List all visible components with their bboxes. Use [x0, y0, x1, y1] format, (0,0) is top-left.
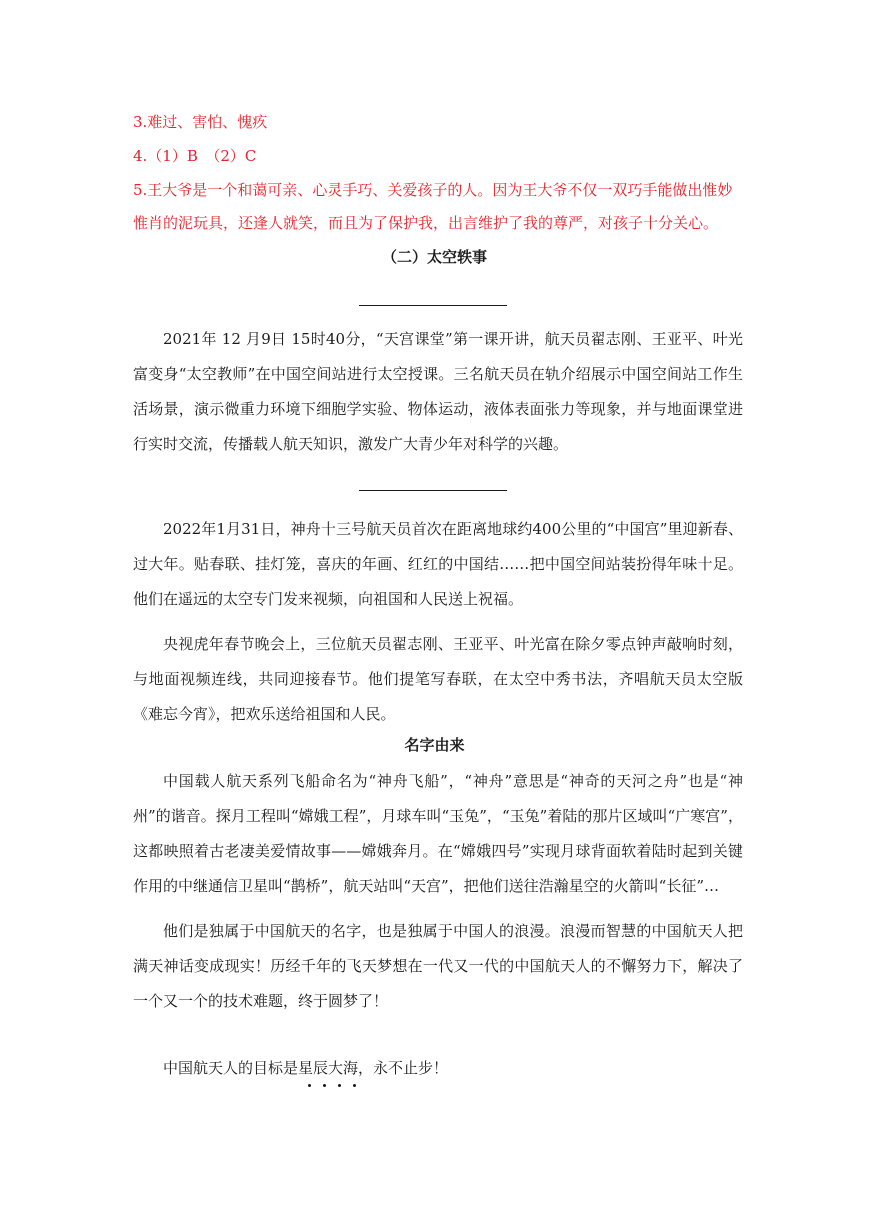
- closing-prefix: 中国航天人的目标是: [163, 1059, 299, 1077]
- subtitle-blank-2: [359, 490, 507, 491]
- story-2: [133, 512, 743, 732]
- story-1-paragraph: 2021年 12 月9日 15时40分，“天宫课堂”第一课开讲，航天员翟志刚、王亚平、叶光富变身“太空教师”在中国空间站进行太空授课。三名航天员在轨介绍展示中国空间站工作生活场景，演示微重力环境下细胞学实验、物体运动，液体表面张力等现象，并与地面课堂进行实时交流，传播载人航天知识，激发广大青少年对科学的兴趣。: [133, 330, 743, 453]
- closing-sentence: [163, 1058, 448, 1078]
- emphasis-dot: [323, 1084, 326, 1087]
- closing-suffix: ，永不止步！: [358, 1059, 449, 1077]
- answer-4: 4.（1）B （2）C: [133, 147, 257, 165]
- story-2-paragraph-1: 2022年1月31日，神舟十三号航天员首次在距离地球约400公里的“中国宫”里迎新春、过大年。贴春联、挂灯笼，喜庆的年画、红红的中国结……把中国空间站装扮得年味十足。他们在遥远的太空专门发来视频，向祖国和人民送上祝福。: [133, 520, 743, 608]
- emphasis-dot: [353, 1084, 356, 1087]
- names-paragraph-1: 中国载人航天系列飞船命名为“神舟飞船”，“神舟”意思是“神奇的天河之舟”也是“神州”的谐音。探月工程叫“嫦娥工程”，月球车叫“玉兔”，“玉兔”着陆的那片区域叫“广寒宫”，这都映照着古老凄美爱情故事——嫦娥奔月。在“嫦娥四号”实现月球背面软着陆时起到关键作用的中继通信卫星叫“鹊桥”，航天站叫“天宫”，把他们送往浩瀚星空的火箭叫“长征”…: [133, 772, 743, 895]
- story-2-paragraph-2: 央视虎年春节晚会上，三位航天员翟志刚、王亚平、叶光富在除夕零点钟声敲响时刻，与地面视频连线，共同迎接春节。他们提笔写春联，在太空中秀书法，齐唱航天员太空版《难忘今宵》，把欢乐送给祖国和人民。: [133, 635, 743, 723]
- names-section: [133, 764, 743, 1019]
- emphasis-dot: [308, 1084, 311, 1087]
- closing-emphasis: 星辰大海: [298, 1059, 359, 1077]
- emphasis-dot: [338, 1084, 341, 1087]
- answer-5-line-1: 5.王大爷是一个和蔼可亲、心灵手巧、关爱孩子的人。因为王大爷不仅一双巧手能做出惟妙: [133, 181, 733, 199]
- section-title: （二）太空轶事: [381, 248, 487, 266]
- names-paragraph-2: 他们是独属于中国航天的名字，也是独属于中国人的浪漫。浪漫而智慧的中国航天人把满天神话变成现实！历经千年的飞天梦想在一代又一代的中国航天人的不懈努力下，解决了一个又一个的技术难题，终于圆梦了！: [133, 922, 743, 1010]
- names-title: 名字由来: [404, 736, 465, 754]
- answer-5-line-2: 惟肖的泥玩具，还逢人就笑，而且为了保护我，出言维护了我的尊严，对孩子十分关心。: [133, 214, 719, 232]
- answer-3: 3.难过、害怕、愧疚: [133, 113, 268, 131]
- subtitle-blank-1: [359, 305, 507, 306]
- story-1: [133, 322, 743, 462]
